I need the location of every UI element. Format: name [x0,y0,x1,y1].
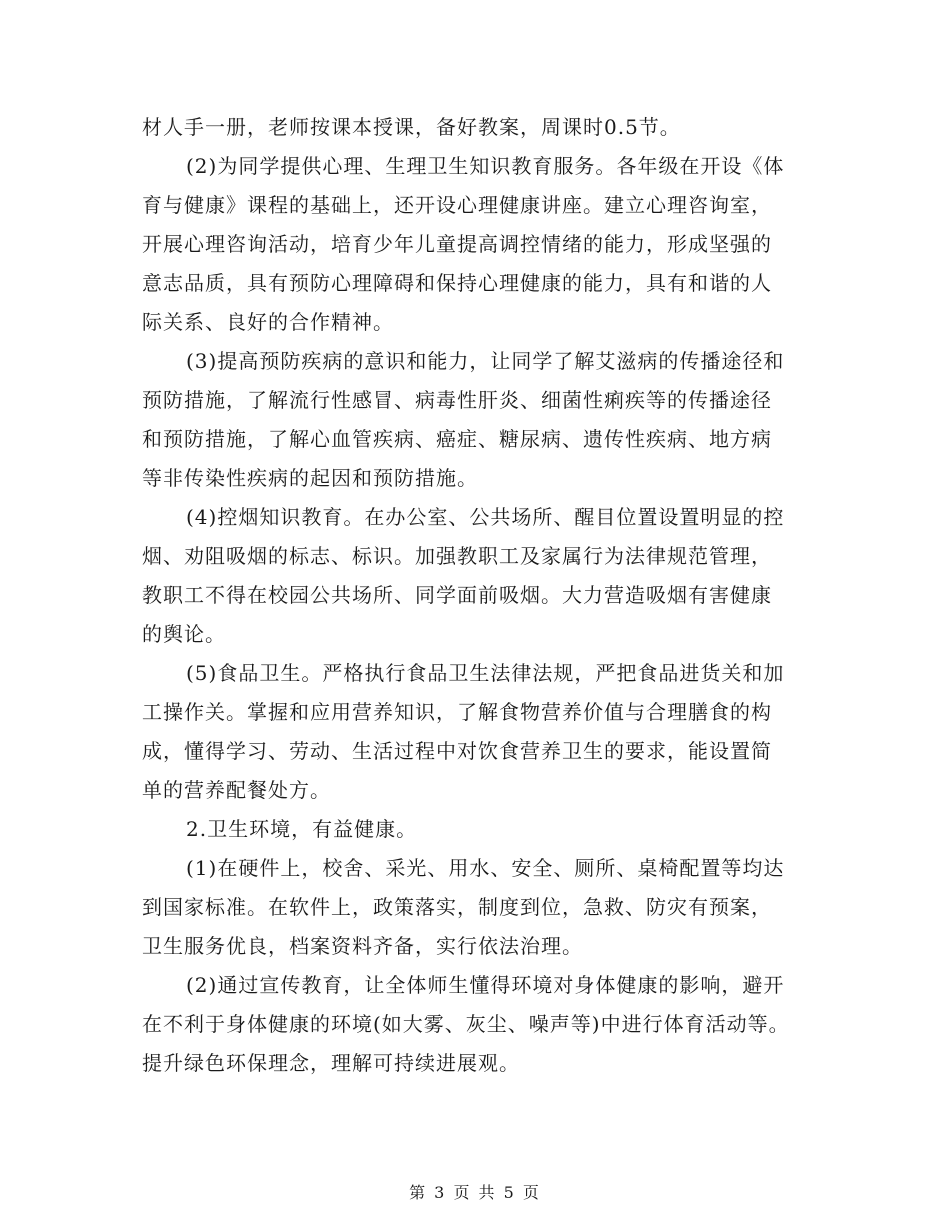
text-line: 2.卫生环境，有益健康。 [186,817,418,841]
text-line: 等非传染性疾病的起因和预防措施。 [142,466,478,490]
text-line: 卫生服务优良，档案资料齐备，实行依法治理。 [142,934,583,958]
text-line: 预防措施，了解流行性感冒、病毒性肝炎、细菌性痢疾等的传播途径 [142,388,772,412]
text-line: (5)食品卫生。严格执行食品卫生法律法规，严把食品进货关和加 [186,661,785,685]
text-line: (1)在硬件上，校舍、采光、用水、安全、厕所、桌椅配置等均达 [186,856,785,880]
text-line: 提升绿色环保理念，理解可持续进展观。 [142,1051,520,1075]
text-line: 和预防措施，了解心血管疾病、癌症、糖尿病、遗传性疾病、地方病 [142,427,772,451]
text-line: (2)为同学提供心理、生理卫生知识教育服务。各年级在开设《体 [186,154,785,178]
text-line: 开展心理咨询活动，培育少年儿童提高调控情绪的能力，形成坚强的 [142,232,772,256]
text-line: 工操作关。掌握和应用营养知识，了解食物营养价值与合理膳食的构 [142,700,772,724]
text-line: 成，懂得学习、劳动、生活过程中对饮食营养卫生的要求，能设置简 [142,739,772,763]
text-line: 的舆论。 [142,622,226,646]
text-line: (2)通过宣传教育，让全体师生懂得环境对身体健康的影响，避开 [186,973,785,997]
document-body [142,108,810,1083]
text-line: 到国家标准。在软件上，政策落实，制度到位，急救、防灾有预案， [142,895,772,919]
text-line: 在不利于身体健康的环境(如大雾、灰尘、噪声等)中进行体育活动等。 [142,1012,790,1036]
text-line: 际关系、良好的合作精神。 [142,310,394,334]
text-line: 教职工不得在校园公共场所、同学面前吸烟。大力营造吸烟有害健康 [142,583,772,607]
text-line: 单的营养配餐处方。 [142,778,331,802]
text-line: 材人手一册，老师按课本授课，备好教案，周课时0.5节。 [142,115,681,139]
page-number: 第 3 页 共 5 页 [409,1183,541,1202]
text-line: 育与健康》课程的基础上，还开设心理健康讲座。建立心理咨询室， [142,193,772,217]
text-line: 烟、劝阻吸烟的标志、标识。加强教职工及家属行为法律规范管理， [142,544,772,568]
text-line: (3)提高预防疾病的意识和能力，让同学了解艾滋病的传播途径和 [186,349,785,373]
text-line: 意志品质，具有预防心理障碍和保持心理健康的能力，具有和谐的人 [142,271,772,295]
text-line: (4)控烟知识教育。在办公室、公共场所、醒目位置设置明显的控 [186,505,785,529]
